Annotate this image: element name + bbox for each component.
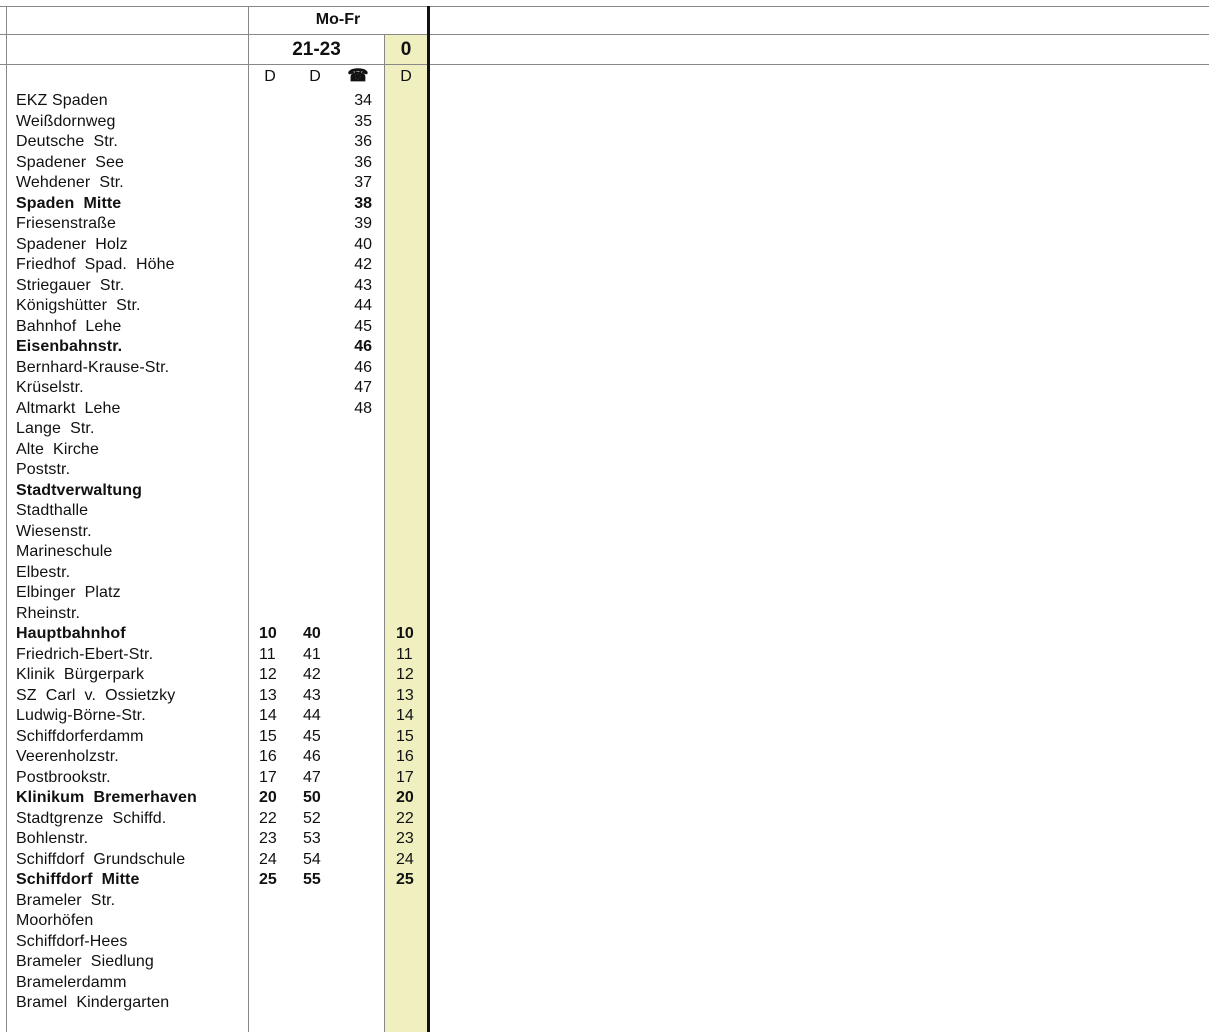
time-col-2 <box>303 584 327 601</box>
time-col-3: 46 <box>354 338 372 355</box>
time-col-4: 11 <box>396 645 413 663</box>
time-col-4 <box>396 318 420 335</box>
time-col-2 <box>303 236 327 253</box>
line-group-header: 21-23 <box>292 39 341 60</box>
stop-name: Friedhof Spad. Höhe <box>16 256 175 273</box>
time-col-1: 10 <box>259 625 277 642</box>
time-col-4 <box>396 584 420 601</box>
time-col-3 <box>340 625 372 642</box>
time-col-3 <box>340 646 372 663</box>
time-col-1: 24 <box>259 850 277 868</box>
time-col-1 <box>259 379 281 396</box>
time-col-2 <box>303 133 327 150</box>
time-col-1: 17 <box>259 768 277 786</box>
time-col-2 <box>303 912 327 929</box>
time-col-3: 36 <box>354 153 372 171</box>
time-col-1 <box>259 441 281 458</box>
time-col-1: 16 <box>259 748 277 765</box>
stop-name: Brameler Str. <box>16 891 116 909</box>
col-label-4: D <box>400 68 412 85</box>
time-col-3 <box>340 564 372 581</box>
time-col-1 <box>259 892 281 909</box>
time-col-3 <box>340 933 372 950</box>
time-col-4 <box>396 359 420 376</box>
time-col-4: 22 <box>396 809 414 827</box>
time-col-1: 25 <box>259 871 277 888</box>
time-col-3 <box>340 769 372 786</box>
time-col-2 <box>303 379 327 396</box>
time-col-3: 34 <box>354 92 372 109</box>
time-col-2: 54 <box>303 850 321 868</box>
time-col-3 <box>340 707 372 724</box>
time-col-4 <box>396 174 420 191</box>
time-col-2: 43 <box>303 686 321 704</box>
time-col-3 <box>340 543 372 560</box>
time-col-2 <box>303 256 327 273</box>
stop-name: Spaden Mitte <box>16 194 122 212</box>
stop-name: Wehdener Str. <box>16 174 124 191</box>
time-col-2: 40 <box>303 625 321 642</box>
time-col-3 <box>340 810 372 827</box>
stop-name: Elbinger Platz <box>16 584 121 601</box>
time-col-4 <box>396 420 420 437</box>
time-col-2: 46 <box>303 748 321 765</box>
line-0-column-divider <box>384 34 385 1032</box>
time-col-1 <box>259 113 281 130</box>
time-col-2 <box>303 195 327 212</box>
time-col-4: 10 <box>396 625 414 642</box>
time-col-2 <box>303 297 327 314</box>
time-col-2: 42 <box>303 666 321 683</box>
time-col-2: 53 <box>303 830 321 847</box>
phone-icon: ☎ <box>347 66 369 85</box>
col-label-1: D <box>264 68 276 85</box>
time-col-2 <box>303 564 327 581</box>
time-col-1 <box>259 461 281 478</box>
stop-column-divider <box>248 6 249 1032</box>
time-col-2 <box>303 154 327 171</box>
time-col-2: 50 <box>303 789 321 806</box>
time-col-4 <box>396 154 420 171</box>
time-col-4 <box>396 215 420 232</box>
days-header: Mo-Fr <box>315 11 361 28</box>
time-col-2 <box>303 113 327 130</box>
time-col-3: 39 <box>354 215 372 232</box>
stop-name: Hauptbahnhof <box>16 625 126 642</box>
stop-name: EKZ Spaden <box>16 92 108 109</box>
time-col-4 <box>396 482 420 499</box>
stop-name: Klinikum Bremerhaven <box>16 789 197 806</box>
time-col-1: 22 <box>259 809 277 827</box>
time-col-2 <box>303 892 327 909</box>
time-col-2 <box>303 461 327 478</box>
stop-name: Krüselstr. <box>16 379 84 396</box>
time-col-2: 44 <box>303 707 321 724</box>
time-col-2 <box>303 400 327 417</box>
time-col-1 <box>259 420 281 437</box>
time-col-4 <box>396 400 420 417</box>
stop-name: Wiesenstr. <box>16 522 92 540</box>
stop-name: Altmarkt Lehe <box>16 399 121 417</box>
time-col-4 <box>396 994 420 1011</box>
time-col-2 <box>303 605 327 622</box>
time-col-4 <box>396 564 420 581</box>
stop-name: Stadthalle <box>16 502 89 519</box>
time-col-4: 23 <box>396 830 414 847</box>
time-col-4: 15 <box>396 727 414 745</box>
time-col-3: 40 <box>354 235 372 253</box>
stop-name: Deutsche Str. <box>16 133 118 150</box>
time-col-3 <box>340 974 372 991</box>
time-col-2 <box>303 174 327 191</box>
stop-name: Friedrich-Ebert-Str. <box>16 645 154 663</box>
stop-name: Moorhöfen <box>16 912 94 929</box>
time-col-1 <box>259 933 281 950</box>
time-col-2: 41 <box>303 645 321 663</box>
time-col-2: 52 <box>303 809 321 827</box>
time-col-3: 45 <box>354 317 372 335</box>
time-col-3 <box>340 605 372 622</box>
time-col-4 <box>396 912 420 929</box>
time-col-4: 20 <box>396 789 414 806</box>
time-col-4 <box>396 461 420 478</box>
time-col-2 <box>303 92 327 109</box>
time-col-2 <box>303 215 327 232</box>
time-col-1 <box>259 215 281 232</box>
time-col-2 <box>303 359 327 376</box>
time-col-1: 20 <box>259 789 277 806</box>
time-col-1 <box>259 994 281 1011</box>
time-col-4 <box>396 133 420 150</box>
stop-name: Striegauer Str. <box>16 276 125 294</box>
stop-name: Königshütter Str. <box>16 297 141 314</box>
time-col-1: 14 <box>259 707 277 724</box>
stop-name: Ludwig-Börne-Str. <box>16 707 146 724</box>
time-col-1 <box>259 359 281 376</box>
time-col-1 <box>259 912 281 929</box>
stop-name: Bramelerdamm <box>16 973 127 991</box>
left-border <box>6 6 7 1032</box>
time-col-3 <box>340 892 372 909</box>
time-col-2 <box>303 338 327 355</box>
time-col-1 <box>259 277 281 294</box>
stop-name: Marineschule <box>16 543 113 560</box>
stop-name: Stadtverwaltung <box>16 481 142 499</box>
time-col-3 <box>340 953 372 970</box>
table-right-divider <box>427 6 430 1032</box>
time-col-1 <box>259 953 281 970</box>
time-col-4 <box>396 236 420 253</box>
time-col-3 <box>340 502 372 519</box>
time-col-2: 47 <box>303 768 321 786</box>
time-col-1 <box>259 974 281 991</box>
time-col-1 <box>259 236 281 253</box>
time-col-1 <box>259 605 281 622</box>
time-col-1 <box>259 502 281 519</box>
time-col-2 <box>303 482 327 499</box>
time-col-3: 47 <box>354 379 372 396</box>
time-col-2: 55 <box>303 871 321 888</box>
time-col-3: 37 <box>354 174 372 191</box>
time-col-2: 45 <box>303 727 321 745</box>
stop-name: Postbrookstr. <box>16 768 111 786</box>
time-col-4: 16 <box>396 748 414 765</box>
stop-name: Friesenstraße <box>16 215 116 232</box>
time-col-4: 12 <box>396 666 414 683</box>
time-col-1: 23 <box>259 830 277 847</box>
stop-name: Spadener See <box>16 153 125 171</box>
stop-name: Eisenbahnstr. <box>16 338 123 355</box>
time-col-4 <box>396 338 420 355</box>
time-col-3 <box>340 851 372 868</box>
time-col-3 <box>340 461 372 478</box>
time-col-1: 12 <box>259 666 277 683</box>
time-col-1 <box>259 154 281 171</box>
time-col-3 <box>340 728 372 745</box>
time-col-4 <box>396 256 420 273</box>
time-col-2 <box>303 277 327 294</box>
time-col-1: 11 <box>259 645 276 663</box>
stop-name: Lange Str. <box>16 420 95 437</box>
time-col-4 <box>396 441 420 458</box>
time-col-3 <box>340 523 372 540</box>
time-col-3: 42 <box>354 256 372 273</box>
time-col-1 <box>259 256 281 273</box>
time-col-4 <box>396 277 420 294</box>
time-col-1 <box>259 92 281 109</box>
time-col-4 <box>396 297 420 314</box>
time-col-3 <box>340 871 372 888</box>
time-col-4 <box>396 113 420 130</box>
time-col-1 <box>259 318 281 335</box>
time-col-1: 15 <box>259 727 277 745</box>
time-col-3 <box>340 482 372 499</box>
time-col-1 <box>259 543 281 560</box>
time-col-4 <box>396 953 420 970</box>
time-col-3 <box>340 912 372 929</box>
time-col-3 <box>340 584 372 601</box>
time-col-3 <box>340 441 372 458</box>
time-col-3 <box>340 830 372 847</box>
stop-name: Bramel Kindergarten <box>16 994 170 1011</box>
time-col-3 <box>340 994 372 1011</box>
time-col-3 <box>340 789 372 806</box>
stop-name: Bohlenstr. <box>16 830 89 847</box>
stop-name: Rheinstr. <box>16 604 81 622</box>
time-col-4 <box>396 605 420 622</box>
time-col-4 <box>396 523 420 540</box>
top-border <box>0 6 1209 7</box>
stop-name: Schiffdorf-Hees <box>16 932 128 950</box>
stop-name: Spadener Holz <box>16 235 128 253</box>
time-col-1 <box>259 174 281 191</box>
time-col-4: 13 <box>396 686 414 704</box>
time-col-2 <box>303 974 327 991</box>
time-col-3 <box>340 687 372 704</box>
stop-name: Klinik Bürgerpark <box>16 666 145 683</box>
stop-name: Schiffdorferdamm <box>16 727 144 745</box>
time-col-1 <box>259 564 281 581</box>
time-col-2 <box>303 933 327 950</box>
time-col-4 <box>396 379 420 396</box>
time-col-1 <box>259 523 281 540</box>
time-col-1: 13 <box>259 686 277 704</box>
stop-name: Schiffdorf Grundschule <box>16 850 186 868</box>
line-single-header: 0 <box>400 39 412 60</box>
time-col-4: 17 <box>396 768 414 786</box>
time-col-4: 14 <box>396 707 414 724</box>
time-col-3: 44 <box>354 297 372 314</box>
time-col-4 <box>396 195 420 212</box>
stop-name: Brameler Siedlung <box>16 953 154 970</box>
header-divider-1 <box>0 34 1209 35</box>
time-col-1 <box>259 297 281 314</box>
stop-name: Alte Kirche <box>16 440 100 458</box>
time-col-2 <box>303 953 327 970</box>
stop-name: Weißdornweg <box>16 112 116 130</box>
header-divider-2 <box>0 64 1209 65</box>
time-col-4 <box>396 892 420 909</box>
time-col-1 <box>259 338 281 355</box>
stop-name: Poststr. <box>16 461 71 478</box>
time-col-4 <box>396 933 420 950</box>
time-col-2 <box>303 318 327 335</box>
stop-name: Veerenholzstr. <box>16 748 119 765</box>
time-col-4: 24 <box>396 850 414 868</box>
time-col-4 <box>396 974 420 991</box>
time-col-3 <box>340 666 372 683</box>
stop-name: SZ Carl v. Ossietzky <box>16 686 176 704</box>
col-label-2: D <box>309 68 321 85</box>
time-col-3 <box>340 748 372 765</box>
time-col-1 <box>259 133 281 150</box>
time-col-3: 36 <box>354 133 372 150</box>
time-col-2 <box>303 523 327 540</box>
time-col-2 <box>303 543 327 560</box>
stop-name: Bahnhof Lehe <box>16 317 122 335</box>
time-col-1 <box>259 400 281 417</box>
time-col-2 <box>303 420 327 437</box>
stop-name: Stadtgrenze Schiffd. <box>16 809 167 827</box>
time-col-2 <box>303 441 327 458</box>
time-col-1 <box>259 584 281 601</box>
time-col-4 <box>396 543 420 560</box>
time-col-4 <box>396 502 420 519</box>
stop-name: Elbestr. <box>16 563 71 581</box>
time-col-1 <box>259 195 281 212</box>
time-col-4 <box>396 92 420 109</box>
time-col-3: 46 <box>354 358 372 376</box>
time-col-2 <box>303 502 327 519</box>
time-col-3: 48 <box>354 399 372 417</box>
time-col-3 <box>340 420 372 437</box>
time-col-3: 43 <box>354 276 372 294</box>
time-col-3: 38 <box>354 194 372 212</box>
stop-name: Schiffdorf Mitte <box>16 871 140 888</box>
time-col-3: 35 <box>354 112 372 130</box>
stop-name: Bernhard-Krause-Str. <box>16 358 170 376</box>
time-col-4: 25 <box>396 871 414 888</box>
time-col-1 <box>259 482 281 499</box>
time-col-2 <box>303 994 327 1011</box>
